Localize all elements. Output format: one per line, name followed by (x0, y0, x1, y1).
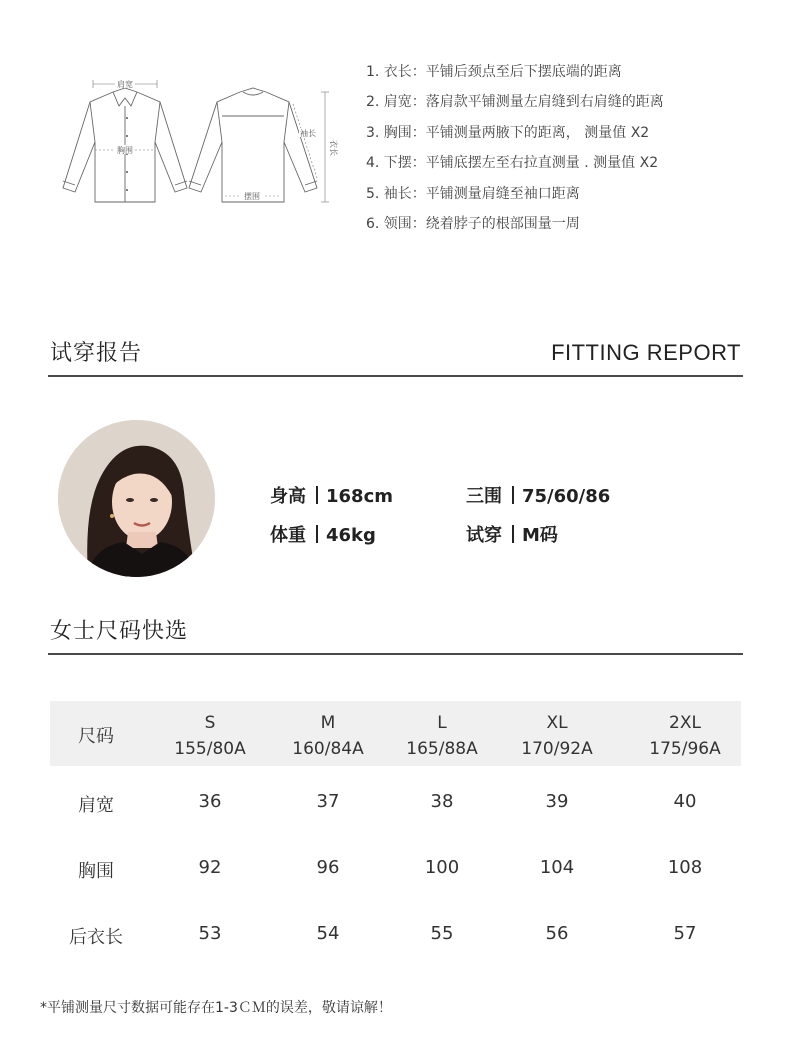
stat-label: 体重 (270, 525, 306, 546)
size-name: L (437, 713, 447, 733)
stat-separator (316, 525, 318, 543)
table-cell: 36 (198, 791, 222, 812)
note-item: 3. 胸围：平铺测量两腋下的距离， 测量值 X2 (366, 124, 650, 141)
stat-separator (316, 486, 318, 504)
shirt-outline-illustration (55, 70, 345, 220)
stat-fitting-size (466, 521, 558, 547)
shirt-measurement-diagram (55, 70, 345, 220)
table-cell: 38 (430, 791, 454, 812)
size-quick-select-title: 女士尺码快选 (50, 619, 189, 644)
stat-value: M码 (522, 525, 558, 546)
table-cell: 57 (673, 923, 697, 944)
table-row-label: 胸围 (78, 861, 114, 882)
size-name: S (204, 713, 216, 733)
table-cell: 108 (667, 857, 703, 878)
measurement-disclaimer: *平铺测量尺寸数据可能存在1-3ＣＭ的误差，敬请谅解！ (40, 1000, 392, 1016)
fitting-report-title-en: FITTING REPORT (551, 340, 741, 365)
size-name: XL (546, 713, 568, 733)
diagram-sleeve-label: 袖长 (300, 129, 316, 138)
table-cell: 39 (545, 791, 569, 812)
fitting-report-title: 试穿报告 (50, 341, 143, 366)
size-column-header (174, 710, 245, 762)
size-column-header (649, 710, 720, 762)
diagram-chest-label: 胸围 (117, 146, 133, 155)
stat-value: 75/60/86 (522, 486, 611, 507)
size-name: M (320, 713, 336, 733)
size-column-header (521, 710, 592, 762)
stat-label: 三围 (466, 486, 502, 507)
stat-height (270, 482, 393, 508)
size-column-header (292, 710, 363, 762)
table-row-label: 后衣长 (69, 927, 123, 948)
size-name: 2XL (669, 713, 701, 733)
table-cell: 100 (424, 857, 460, 878)
table-cell: 37 (316, 791, 340, 812)
stat-value: 168cm (326, 486, 393, 507)
table-cell: 96 (316, 857, 340, 878)
size-spec: 165/88A (406, 739, 478, 759)
size-column-header (406, 710, 477, 762)
stat-separator (512, 525, 514, 543)
stat-value: 46kg (326, 525, 376, 546)
table-cell: 55 (430, 923, 454, 944)
note-item: 5. 袖长：平铺测量肩缝至袖口距离 (366, 185, 580, 202)
diagram-shoulder-label: 肩宽 (117, 80, 133, 89)
note-item: 1. 衣长：平铺后颈点至后下摆底端的距离 (366, 64, 622, 80)
diagram-length-label: 衣长 (329, 140, 338, 156)
measurement-notes-list (366, 60, 664, 242)
stat-weight (270, 521, 376, 547)
table-cell: 104 (539, 857, 575, 878)
table-cell: 53 (198, 923, 222, 944)
model-avatar (58, 420, 215, 577)
table-cell: 56 (545, 923, 569, 944)
stat-separator (512, 486, 514, 504)
table-cell: 92 (198, 857, 222, 878)
table-row-label: 肩宽 (78, 795, 114, 816)
stat-measurements (466, 482, 610, 508)
stat-label: 身高 (270, 486, 306, 507)
size-spec: 170/92A (521, 739, 593, 759)
section-divider (48, 653, 743, 655)
size-spec: 175/96A (649, 739, 721, 759)
table-cell: 40 (673, 791, 697, 812)
stat-label: 试穿 (466, 525, 502, 546)
table-cell: 54 (316, 923, 340, 944)
diagram-hem-label: 摆围 (244, 192, 260, 201)
size-spec: 160/84A (292, 739, 364, 759)
size-spec: 155/80A (174, 739, 246, 759)
section-divider (48, 375, 743, 377)
note-item: 6. 领围：绕着脖子的根部围量一周 (366, 215, 580, 232)
note-item: 4. 下摆：平铺底摆左至右拉直测量 . 测量值 X2 (366, 155, 659, 172)
note-item: 2. 肩宽：落肩款平铺测量左肩缝到右肩缝的距离 (366, 94, 664, 111)
size-table-header (50, 701, 741, 766)
size-table-row-header: 尺码 (78, 726, 114, 747)
